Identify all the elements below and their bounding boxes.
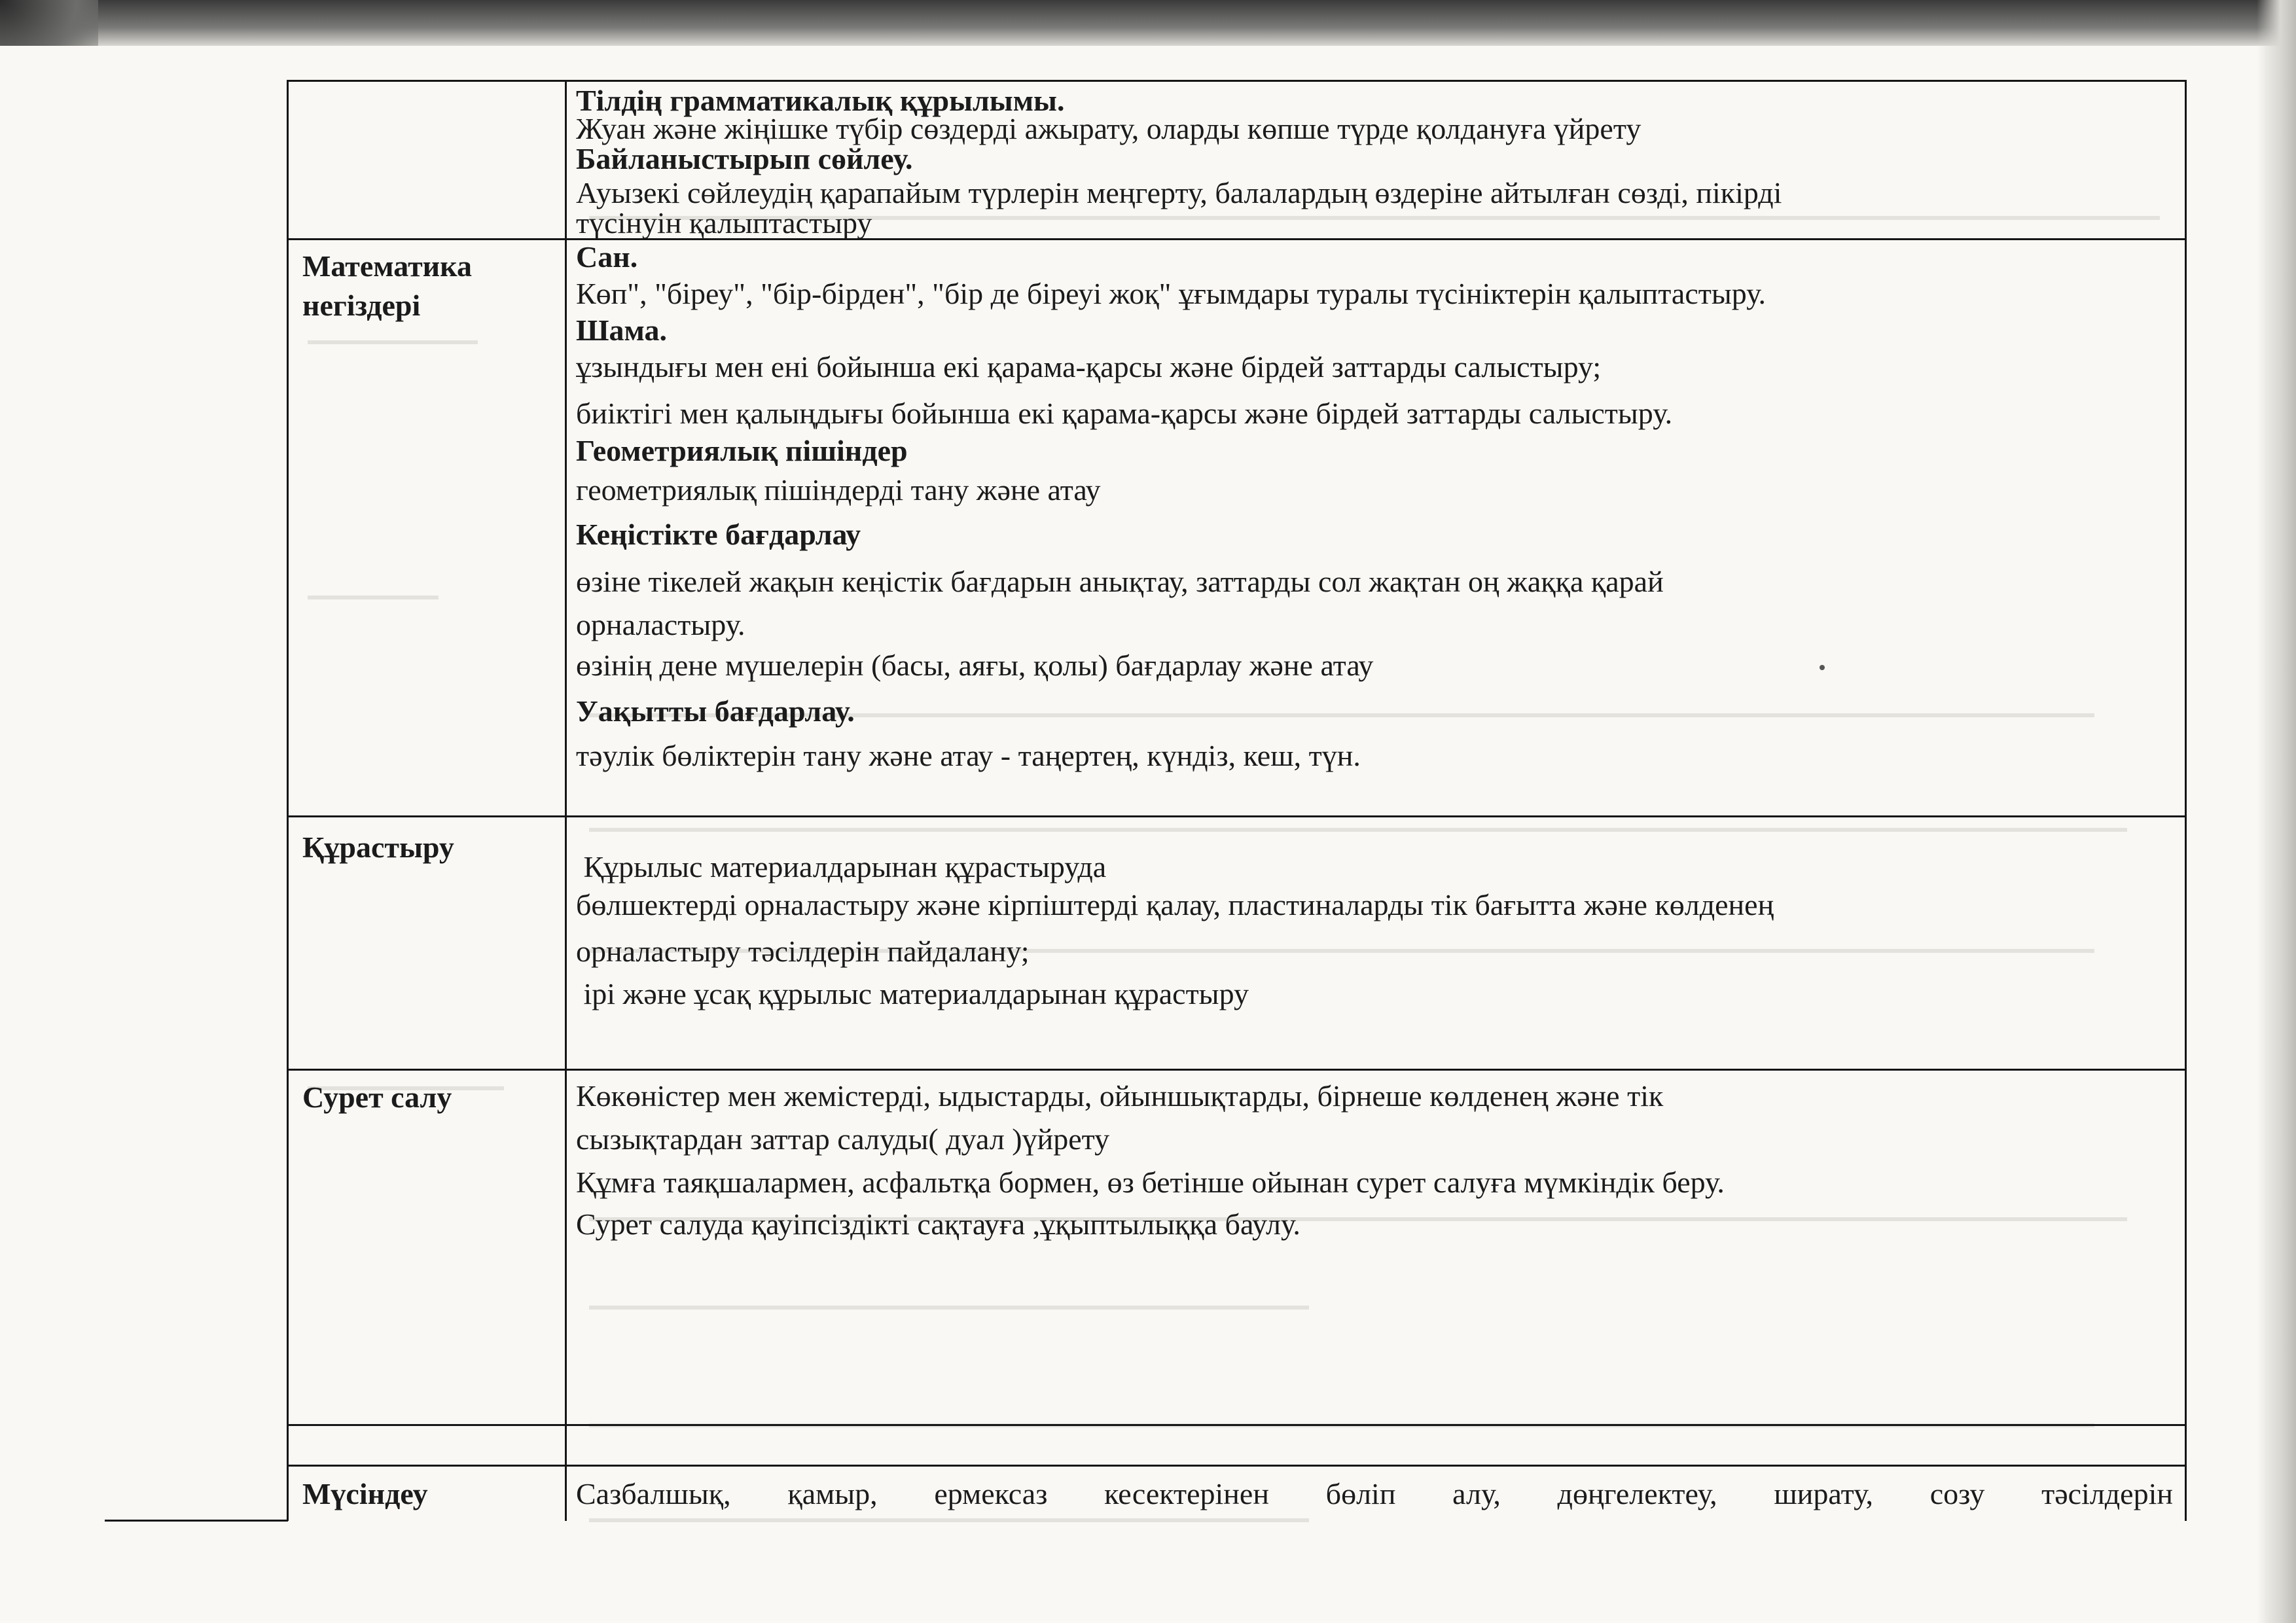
math-label-line-1: Математика [302,249,472,283]
time-text: тәулік бөліктерін тану және атау - таңертең, күндіз, кеш, түн. [576,739,1361,772]
table-border-right [2185,80,2187,1521]
modeling-label: Мүсіндеу [302,1477,428,1510]
row-divider [287,1424,2187,1426]
construct-line: бөлшектерді орналастыру және кірпіштерді қалау, пластиналарды тік бағытта және көлденең [576,888,1774,921]
size-heading: Шама. [576,313,668,347]
modeling-line: Сазбалшық, қамыр, ермексаз кесектерінен бөліп алу, дөңгелектеу, ширату, созу тәсілдерін [576,1477,2173,1510]
construct-label: Құрастыру [302,830,454,864]
speck [1820,665,1825,670]
size-text-length: ұзындығы мен ені бойынша екі қарама-қарсы және бірдей заттарды салыстыру; [576,350,1602,383]
table-top-border [287,80,2187,82]
drawing-line: Көкөністер мен жемістерді, ыдыстарды, ойыншықтарды, бірнеше көлденең және тік [576,1079,1664,1113]
drawing-line: сызықтардан заттар салуды( дуал )үйрету [576,1122,1110,1156]
speech-heading: Байланыстырып сөйлеу. [576,142,913,175]
speech-text: Ауызекі сөйлеудің қарапайым түрлерін меңгерту, балалардың өздеріне айтылған сөзді, пікірді [576,176,1782,209]
geometry-text: геометриялық пішіндерді тану және атау [576,473,1101,507]
drawing-line: Сурет салуда қауіпсіздікті сақтауға ,ұқыптылыққа баулу. [576,1207,1300,1241]
table-column-divider [565,80,567,1521]
number-text: Көп", "біреу", "бір-бірден", "бір де біреуі жоқ" ұғымдары туралы түсініктерін қалыптастыру. [576,277,1767,310]
space-heading: Кеңістікте бағдарлау [576,518,861,551]
row-divider [287,815,2187,817]
scanner-edge-right [2257,0,2296,1623]
geometry-heading: Геометриялық пішіндер [576,434,908,467]
construct-line: ірі және ұсақ құрылыс материалдарынан құрастыру [576,977,1249,1010]
drawing-label: Сурет салу [302,1080,452,1114]
number-heading: Сан. [576,240,638,274]
row-divider [287,1069,2187,1071]
row-divider [287,238,2187,240]
table-border-left [287,80,289,1521]
construct-line: Құрылыс материалдарынан құрастыруда [576,850,1107,883]
size-text-height: биіктігі мен қалыңдығы бойынша екі қарама-қарсы және бірдей заттарды салыстыру. [576,397,1673,430]
math-label [302,247,472,325]
space-text: өзіне тікелей жақын кеңістік бағдарын анықтау, заттарды сол жақтан оң жаққа қарай [576,565,1664,598]
grammar-heading: Тілдің грамматикалық құрылымы. [576,84,1065,117]
grammar-text: Жуан және жіңішке түбір сөздерді ажырату, оларды көпше түрде қолдануға үйрету [576,112,1641,145]
time-heading: Уақытты бағдарлау. [576,694,855,728]
body-parts-text: өзінің дене мүшелерін (басы, аяғы, қолы) бағдарлау және атау [576,649,1374,682]
scanner-edge-top [0,0,2296,46]
construct-line: орналастыру тәсілдерін пайдалану; [576,935,1030,968]
drawing-line: Құмға таяқшалармен, асфальтқа бормен, өз бетінше ойынан сурет салуға мүмкіндік беру. [576,1166,1725,1199]
speech-text-cont: түсінуін қалыптастыру [576,206,872,240]
left-margin-line [105,1520,288,1522]
row-divider [287,1465,2187,1467]
math-label-line-2: негіздері [302,289,421,322]
space-text-cont: орналастыру. [576,608,745,641]
